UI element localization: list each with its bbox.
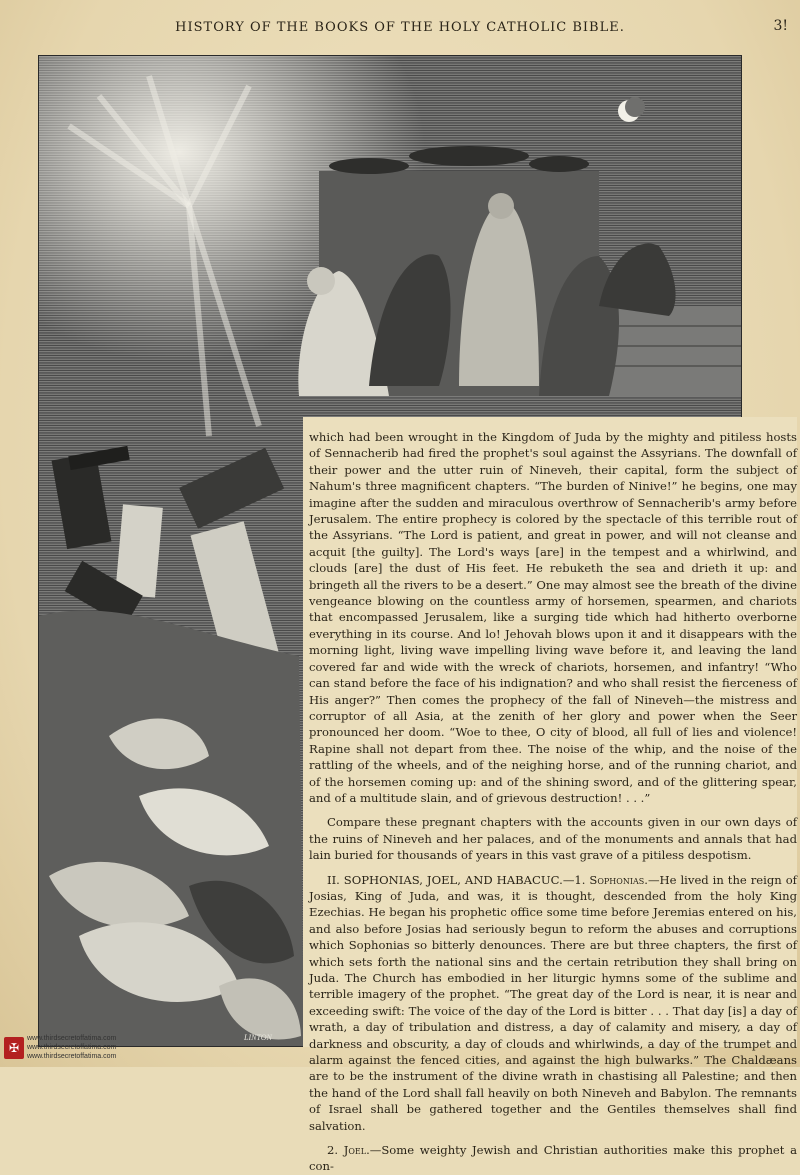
paragraph-nahum: which had been wrought in the Kingdom of Juda by the mighty and pitiless hosts of Sennacherib had fired the prophet's soul against the Assyrians. The downfall of their power and the utter ruin of Nineveh, their capital, form the subject of Nahum's three magnificent chapters. “The burden of Ninive!” he begins, one may imagine after the sudden and miraculous overthrow of Sennacherib's army before Jerusalem. The entire prophecy is colored by the spectacle of this terrible rout of the Assyrians. “The Lord is patient, and great in power, and will not cleanse and acquit [the guilty]. The Lord's ways [are] in the tempest and a whirlwind, and clouds [are] the dust of His feet. He rebuketh the sea and drieth it up: and bringeth all the rivers to be a desert.” One may almost see the breath of the divine vengeance blowing on the countless army of horsemen, spearmen, and chariots that encompassed Jerusalem, like a surging tide which had hitherto overborne everything in its course. And lo! Jehovah blows upon it and it disappears with the morning light, living wave impelling living wave before it, and leaving the land covered far and wide with the wreck of chariots, horsemen, and infantry! “Who can stand before the face of his indignation? and who shall resist the fierceness of His anger?” Then comes the prophecy of the fall of Nineveh—the mistress and corruptor of all Asia, at the zenith of her glory and power when the Seer pronounced her doom. “Woe to thee, O city of blood, all full of lies and violence! Rapine shall not depart from thee. The noise of the whip, and the noise of the rattling of the wheels, and of the neighing horse, and of the running chariot, and of the horsemen coming up: and of the shining sword, and of the glittering spear, and of a multitude slain, and of grievous destruction! . . .” (309, 430, 797, 805)
sophonias-text: —He lived in the reign of Josias, King of Juda, and was, it is thought, descended from the holy King Ezechias. He began his prophetic office some time before Jeremias entered on his, and also before Josias had seriously begun to reform the abuses and corruptions which Sophonias so bitterly denounces. There are but three chapters, the first of which sets forth the national sins and the certain retribution they shall bring on Juda. The Church has embodied in her liturgic hymns some of the sublime and terrible imagery of the prophet. “The great day of the Lord is near, it is near and exceeding swift: The voice of the day of the Lord is bitter . . . That day [is] a day of wrath, a day of tribulation and distress, a day of calamity and misery, a day of darkness and obscurity, a day of clouds and whirlwinds, a day of the trumpet and alarm against the fenced cities, and against the high bulwarks.” The Chaldæans are to be the instrument of the divine wrath in chastising all Palestine; and then the hand of the Lord shall fall heavily on both Nineveh and Babylon. The remnants of Israel shall be gathered together and the Gentiles themselves shall find salvation. (309, 872, 797, 1133)
engraver-signature: LINTON (244, 1033, 272, 1042)
body-text (303, 417, 797, 1174)
watermark-line-1: www.thirdsecretoffatima.com (27, 1035, 117, 1042)
section-heading: II. SOPHONIAS, JOEL, AND HABACUC.—1. Sophonias. (327, 872, 648, 887)
page-number: 3! (773, 18, 788, 34)
cross-shield-icon: ✠ (4, 1037, 24, 1059)
paragraph-compare: Compare these pregnant chapters with the accounts given in our own days of the ruins of Nineveh and her palaces, and of the monuments and annals that had lain buried for thousands of years in this vast grave of a pitiless despotism. (309, 815, 797, 863)
joel-text: —Some weighty Jewish and Christian authorities make this prophet a con- (309, 1143, 797, 1174)
paragraph-sophonias (309, 872, 797, 1135)
running-title: HISTORY OF THE BOOKS OF THE HOLY CATHOLIC BIBLE. (175, 20, 625, 35)
watermark-line-2: www.thirdsecretoffatima.com (27, 1044, 117, 1051)
watermark-line-3: www.thirdsecretoffatima.com (27, 1053, 117, 1060)
joel-heading: 2. Joel. (327, 1143, 370, 1158)
watermark (4, 1034, 116, 1061)
paragraph-joel (309, 1142, 797, 1175)
